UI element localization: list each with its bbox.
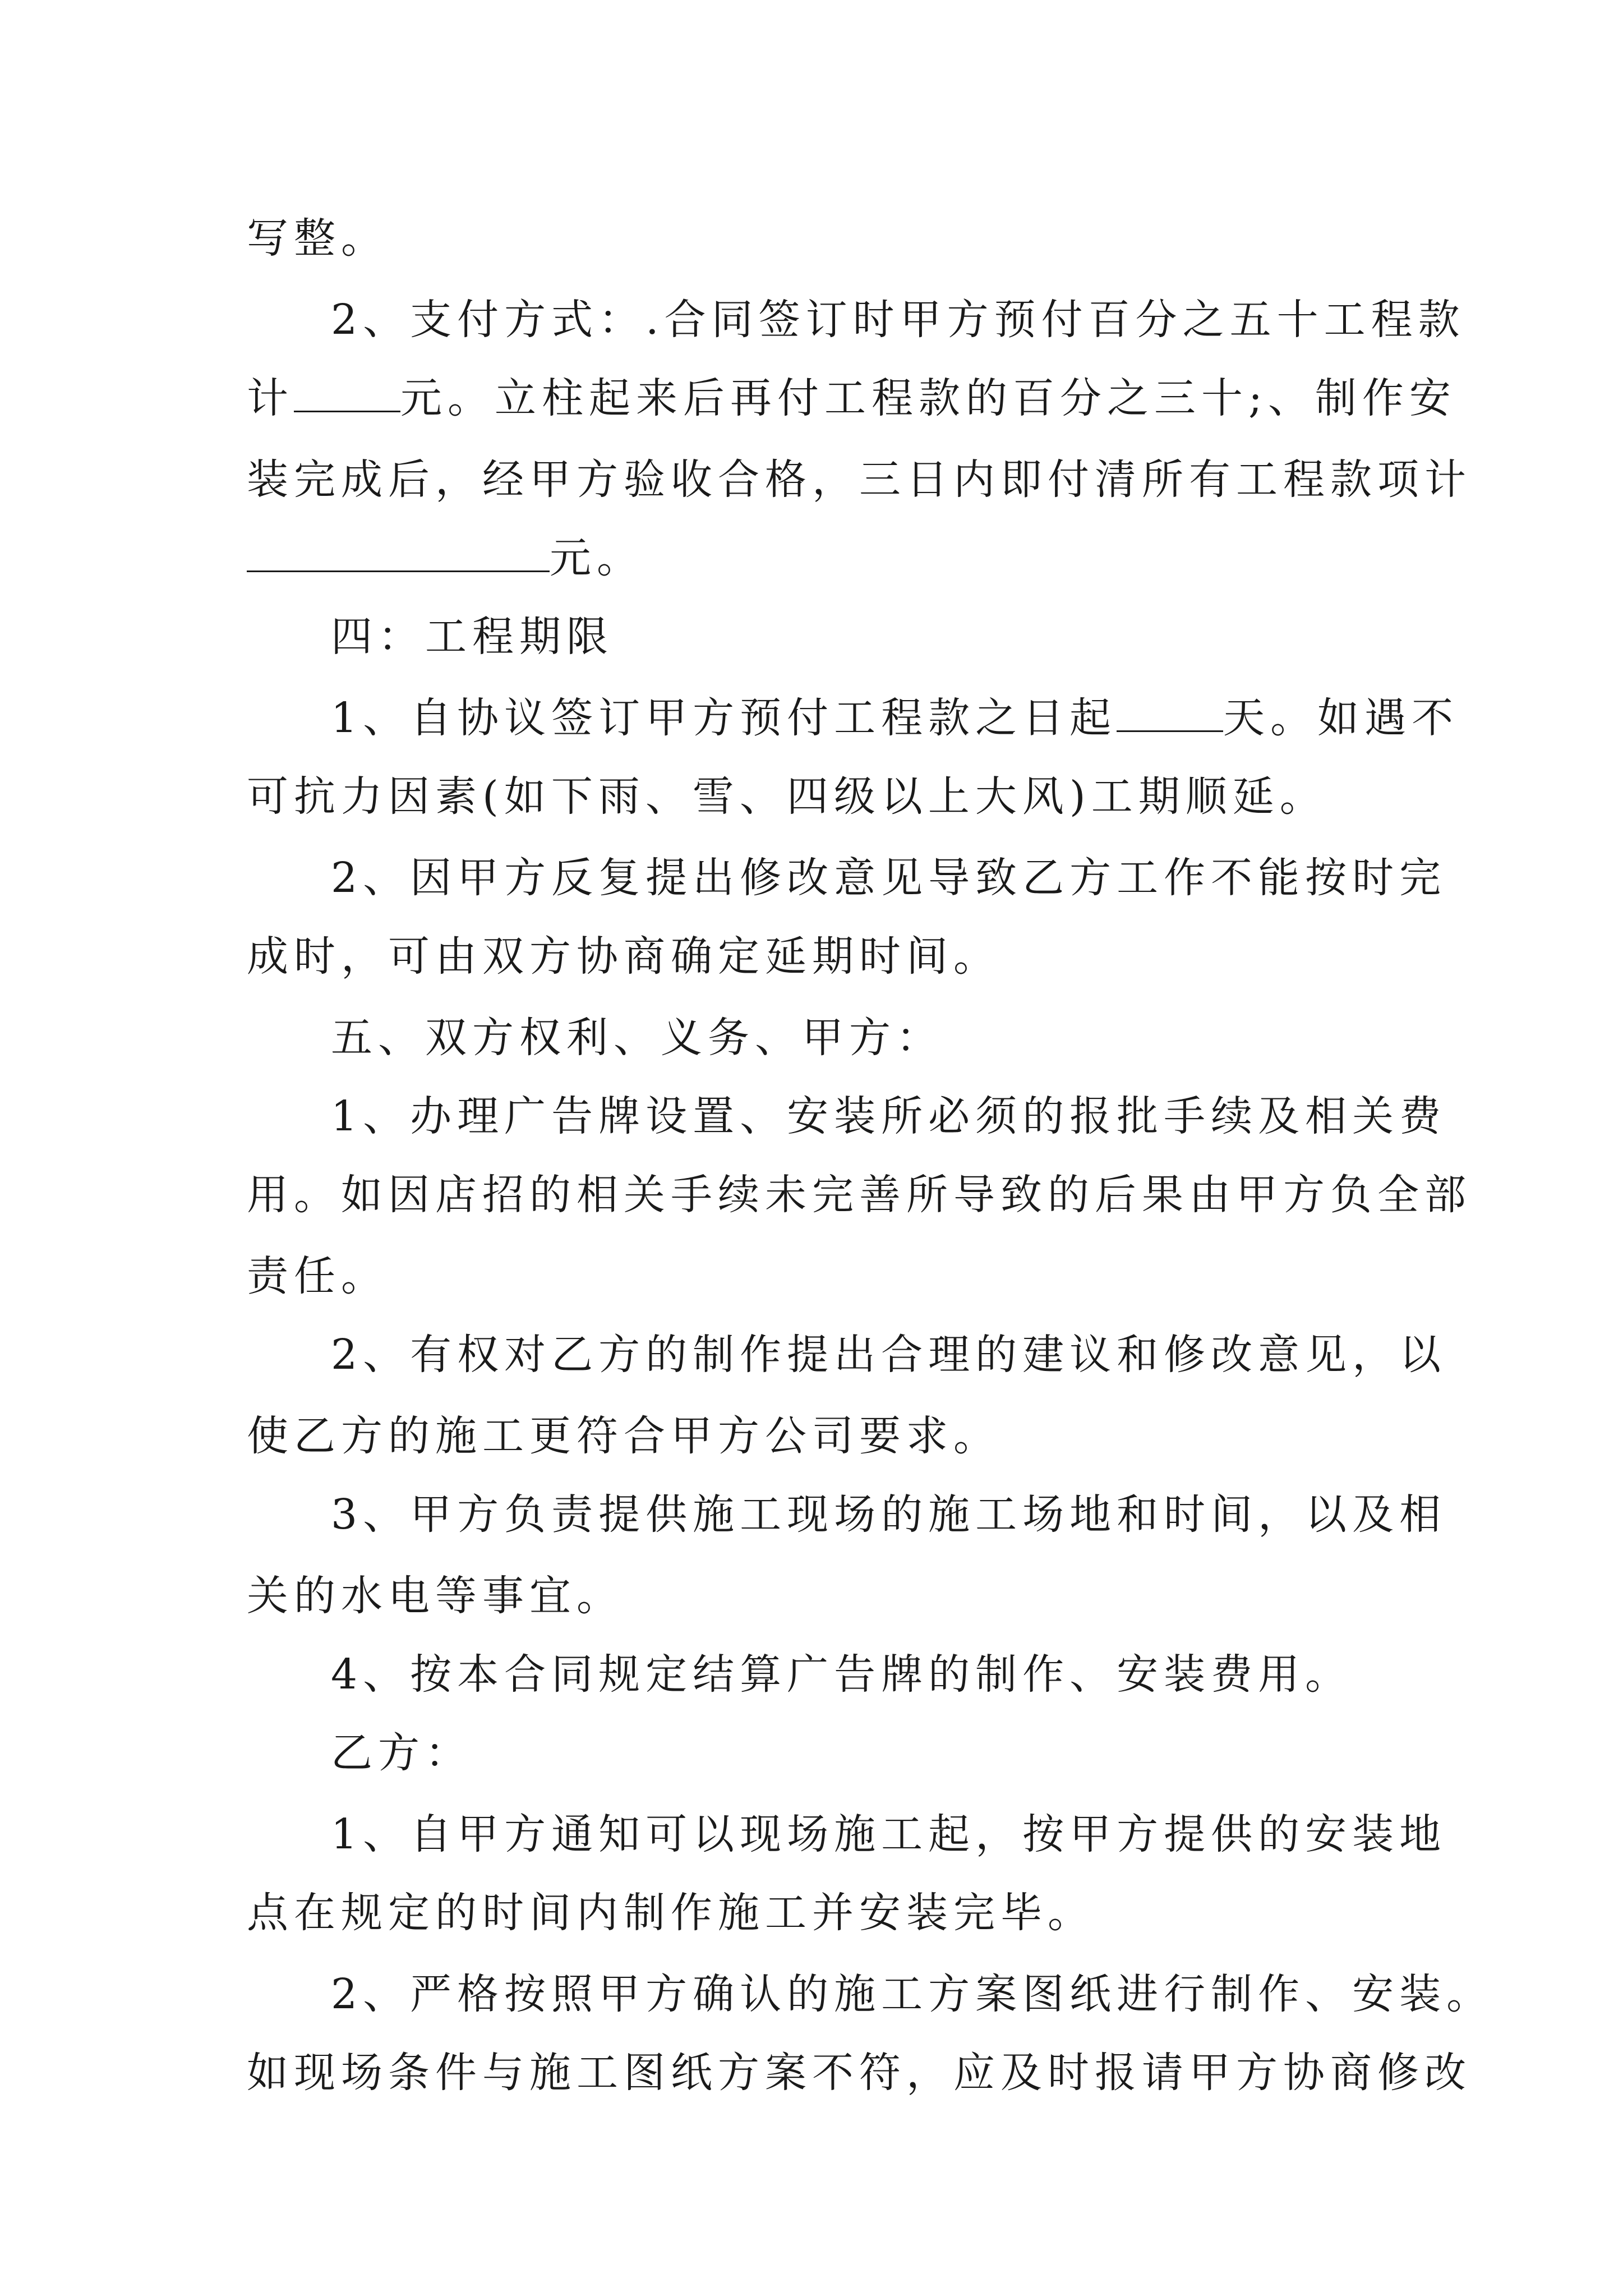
text-line: 装完成后，经甲方验收合格，三日内即付清所有工程款项计 [247,455,1472,504]
text-line: 责任。 [247,1252,388,1300]
section-heading-schedule: 四：工程期限 [331,613,614,661]
paragraph-party-b-item-1: 1、自甲方通知可以现场施工起，按甲方提供的安装地 [331,1810,1447,1858]
text-fragment: 1、自协议签订甲方预付工程款之日起 [331,694,1117,742]
text-line: 使乙方的施工更符合甲方公司要求。 [247,1412,1000,1460]
text-line: 成时，可由双方协商确定延期时间。 [247,932,1000,981]
text-line: 如现场条件与施工图纸方案不符，应及时报请甲方协商修改 [247,2049,1472,2097]
text-line [247,367,1456,429]
text-line [247,527,1391,589]
text-line: 用。如因店招的相关手续未完善所导致的后果由甲方负全部 [247,1171,1472,1219]
text-line: 点在规定的时间内制作施工并安装完毕。 [247,1889,1095,1937]
days-blank [1117,693,1223,732]
paragraph-delay: 2、因甲方反复提出修改意见导致乙方工作不能按时完 [331,854,1447,902]
paragraph-party-a-item-4: 4、按本合同规定结算广告牌的制作、安装费用。 [331,1650,1353,1699]
text-fragment: 元。 [550,534,644,582]
amount-blank [294,374,400,412]
section-heading-rights: 五、双方权利、义务、甲方： [331,1014,943,1062]
paragraph-party-a-item-3: 3、甲方负责提供施工现场的施工场地和时间，以及相 [331,1490,1447,1539]
text-fragment: 计 [247,374,294,422]
amount-blank [247,533,550,572]
text-fragment: 元。立柱起来后再付工程款的百分之三十;、制作安 [400,374,1456,422]
paragraph-payment-method: 2、支付方式：.合同签订时甲方预付百分之五十工程款 [331,296,1465,344]
text-line: 关的水电等事宜。 [247,1572,624,1620]
section-heading-party-b: 乙方： [331,1729,472,1777]
text-fragment: 天。如遇不 [1223,694,1459,742]
text-line: 写整。 [247,214,388,263]
paragraph-party-a-item-1: 1、办理广告牌设置、安装所必须的报批手续及相关费 [331,1092,1447,1140]
paragraph-party-b-item-2: 2、严格按照甲方确认的施工方案图纸进行制作、安装。 [331,1970,1494,2018]
paragraph-duration [331,687,1459,749]
text-line: 可抗力因素(如下雨、雪、四级以上大风)工期顺延。 [247,772,1327,821]
paragraph-party-a-item-2: 2、有权对乙方的制作提出合理的建议和修改意见，以 [331,1331,1447,1379]
